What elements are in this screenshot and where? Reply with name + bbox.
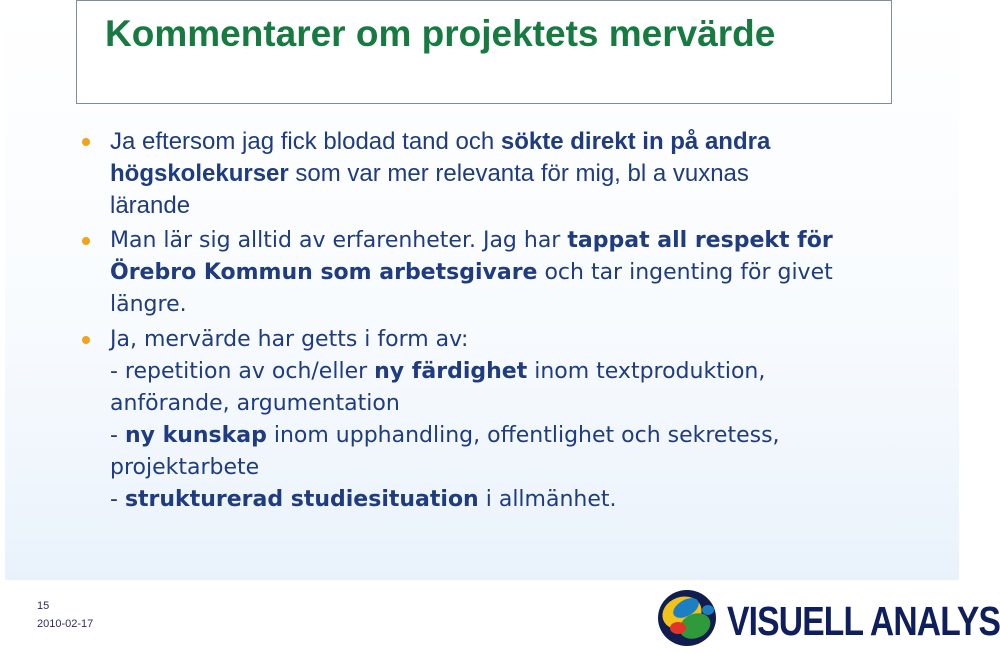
bullet-dot-icon (82, 237, 90, 245)
bullet-line: lärande (110, 192, 191, 219)
text-run: och tar ingenting för givet (537, 260, 833, 285)
text-run: inom textproduktion, (527, 359, 766, 384)
bold-text: ny kunskap (124, 423, 267, 448)
bullet-line (110, 420, 872, 452)
bullet-item (82, 324, 872, 516)
bullet-line: längre. (110, 292, 187, 317)
title-box (76, 0, 892, 104)
slide-date: 2010-02-17 (37, 618, 94, 630)
bullet-line (110, 126, 872, 158)
bold-text: strukturerad studiesituation (124, 487, 479, 512)
page-number: 15 (37, 600, 50, 612)
bullet-line: anförande, argumentation (110, 391, 400, 416)
bullet-dot-icon (82, 336, 90, 344)
bold-text: sökte direkt in på andra (500, 128, 771, 155)
slide-body (82, 126, 872, 519)
text-run: i allmänhet. (478, 487, 617, 512)
text-run: - repetition av och/eller (110, 359, 375, 384)
bullet-line: projektarbete (110, 455, 260, 480)
bold-text: Örebro Kommun som arbetsgivare (110, 260, 538, 285)
bold-text: tappat all respekt för (567, 228, 833, 253)
bullet-item (82, 126, 872, 222)
bullet-dot-icon (82, 138, 90, 146)
bullet-line (110, 158, 872, 190)
text-run: inom upphandling, offentlighet och sekretess, (266, 423, 780, 448)
bullet-line (110, 225, 872, 257)
bullet-line (110, 484, 872, 516)
bullet-item (82, 225, 872, 321)
bullet-line (110, 356, 872, 388)
text-run: som var mer relevanta för mig, bl a vuxnas (288, 160, 749, 187)
visuell-analys-logo-icon (656, 586, 722, 650)
logo-wordmark: VISUELL ANALYS (727, 598, 1000, 644)
bold-text: högskolekurser (110, 160, 289, 187)
text-run: Man lär sig alltid av erfarenheter. Jag har (110, 228, 568, 253)
slide-title: Kommentarer om projektets mervärde (105, 13, 776, 54)
text-run: Ja eftersom jag fick blodad tand och (110, 128, 501, 155)
bullet-line: Ja, mervärde har getts i form av: (110, 327, 469, 352)
bullet-line (110, 257, 872, 289)
text-run: - (110, 423, 125, 448)
text-run: - (110, 487, 125, 512)
bold-text: ny färdighet (374, 359, 528, 384)
